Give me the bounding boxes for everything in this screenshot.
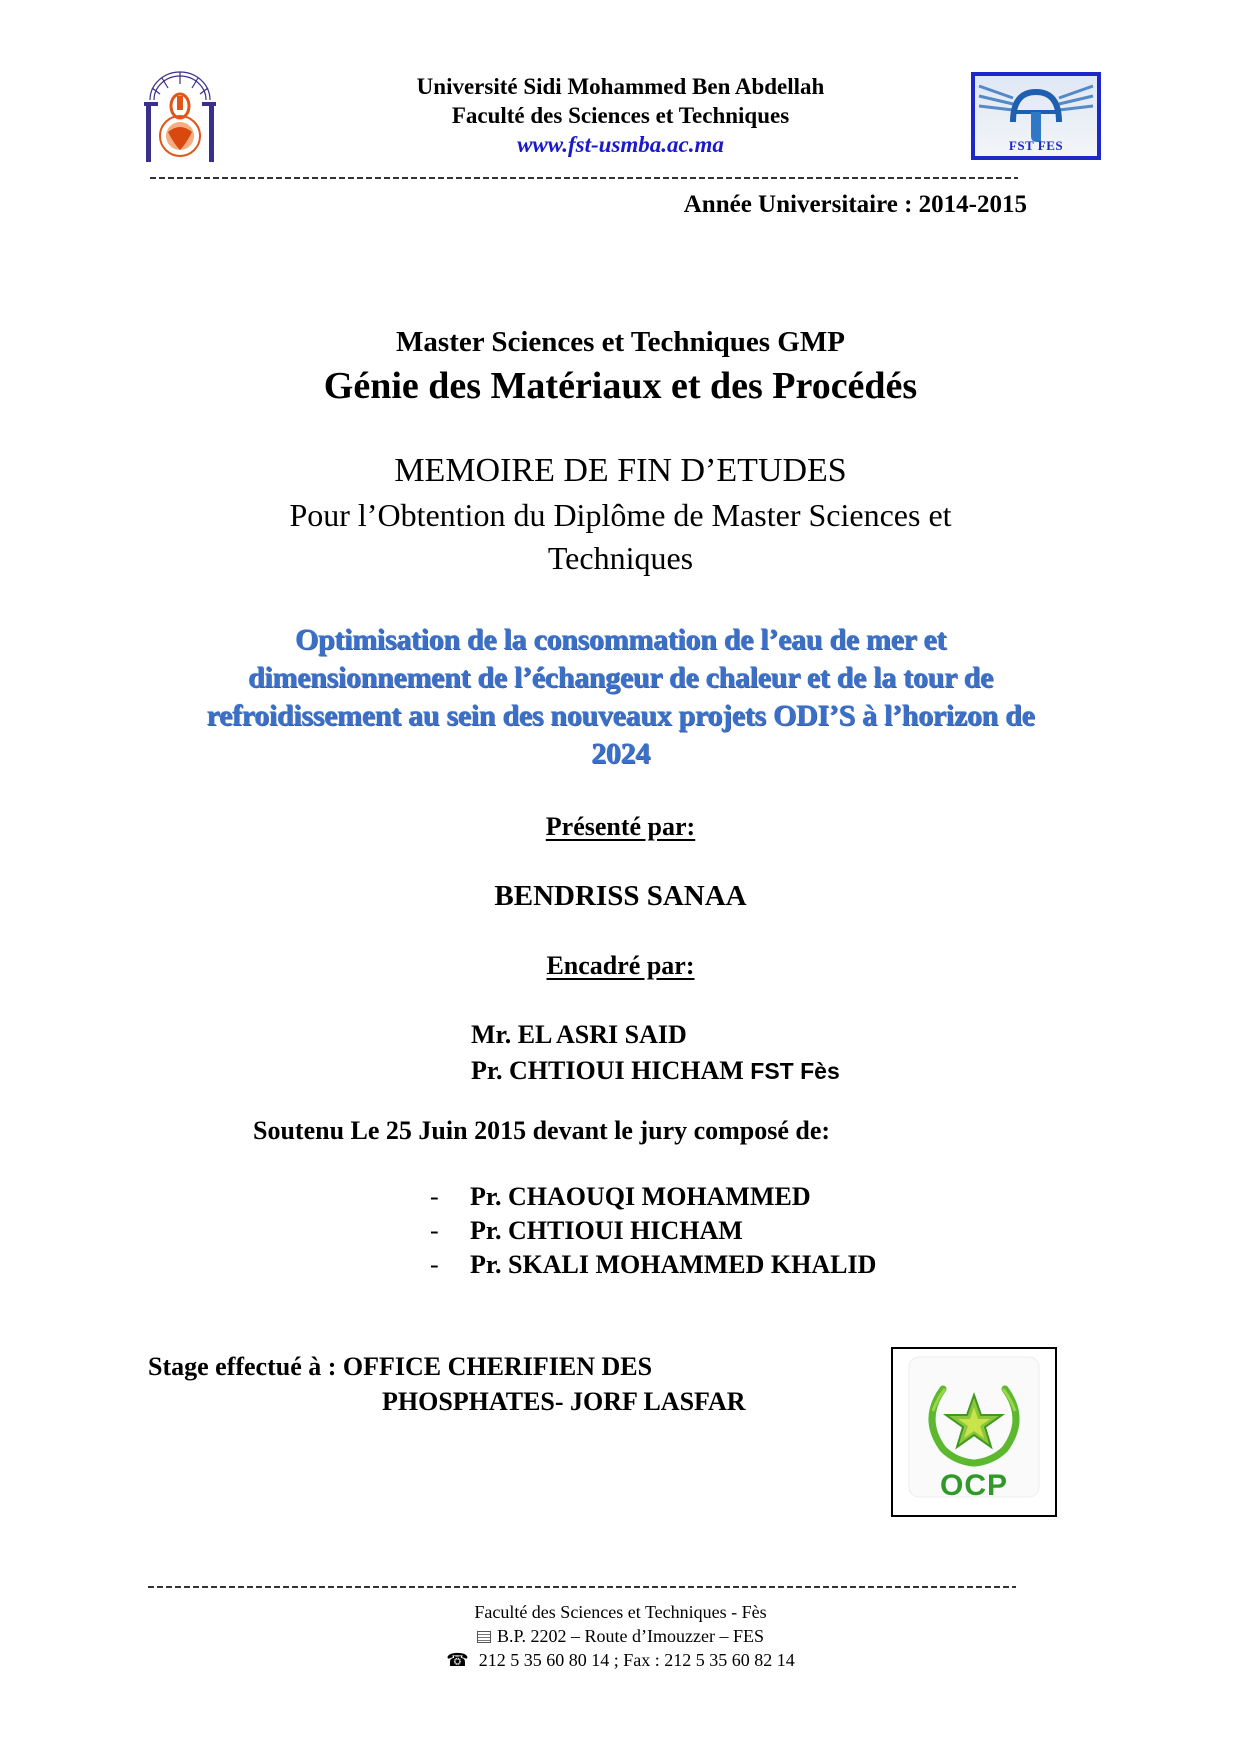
- jury-member-name: Pr. CHTIOUI HICHAM: [470, 1216, 743, 1245]
- telephone-icon: ☎: [446, 1650, 469, 1670]
- academic-year: Année Universitaire : 2014-2015: [683, 191, 1027, 218]
- ocp-logo-text: OCP: [939, 1469, 1008, 1502]
- university-name: Université Sidi Mohammed Ben Abdellah: [416, 74, 825, 99]
- student-name: BENDRISS SANAA: [494, 880, 747, 912]
- document-type-title: MEMOIRE DE FIN D’ETUDES: [394, 452, 847, 489]
- thesis-title-line: 2024: [591, 737, 650, 770]
- supervisor-item: [471, 1053, 840, 1089]
- jury-list: [430, 1180, 876, 1282]
- footer-institution: Faculté des Sciences et Techniques - Fès: [474, 1602, 767, 1622]
- thesis-title: [0, 621, 1241, 773]
- fst-fes-logo: [971, 72, 1101, 160]
- ocp-logo: [891, 1347, 1057, 1517]
- jury-member: [430, 1180, 876, 1214]
- jury-member-name: Pr. CHAOUQI MOHAMMED: [470, 1182, 811, 1211]
- supervised-by-label: Encadré par:: [546, 951, 695, 980]
- document-type-subtitle-line1: Pour l’Obtention du Diplôme de Master Sciences et: [289, 497, 952, 533]
- thesis-title-line: refroidissement au sein des nouveaux projets ODI’S à l’horizon de: [206, 699, 1035, 732]
- supervised-by-section: [0, 951, 1241, 981]
- bullet-dash: -: [430, 1250, 439, 1279]
- thesis-title-line: Optimisation de la consommation de l’eau de mer et: [294, 623, 947, 656]
- internship-line1: Stage effectué à : OFFICE CHERIFIEN DES: [148, 1352, 653, 1381]
- master-program: Master Sciences et Techniques GMP: [396, 326, 845, 358]
- defense-statement: Soutenu Le 25 Juin 2015 devant le jury composé de:: [253, 1116, 831, 1145]
- internship-line2: PHOSPHATES- JORF LASFAR: [382, 1387, 746, 1416]
- jury-member: [430, 1248, 876, 1282]
- supervisor-list: [471, 1017, 840, 1089]
- program-specialty: Génie des Matériaux et des Procédés: [323, 365, 918, 407]
- footer-address: [0, 1624, 1241, 1648]
- supervisor-name: Pr. CHTIOUI HICHAM: [471, 1056, 744, 1085]
- supervisor-affiliation: FST Fès: [750, 1058, 840, 1084]
- presented-by-section: [0, 812, 1241, 842]
- supervisor-item: [471, 1017, 840, 1053]
- supervisor-name: Mr. EL ASRI SAID: [471, 1020, 687, 1049]
- footer-address-text: B.P. 2202 – Route d’Imouzzer – FES: [497, 1626, 764, 1646]
- footer-phone-fax-text: 212 5 35 60 80 14 ; Fax : 212 5 35 60 82 14: [478, 1650, 795, 1670]
- thesis-title-line: dimensionnement de l’échangeur de chaleur et de la tour de: [247, 661, 994, 694]
- footer-divider: [148, 1586, 1016, 1588]
- footer-phone-fax: [0, 1648, 1241, 1672]
- bullet-dash: -: [430, 1182, 439, 1211]
- bullet-dash: -: [430, 1216, 439, 1245]
- presented-by-label: Présenté par:: [545, 812, 696, 841]
- fst-fes-logo-label: FST FES: [1008, 138, 1064, 153]
- header-divider: [150, 177, 1018, 179]
- jury-member: [430, 1214, 876, 1248]
- jury-member-name: Pr. SKALI MOHAMMED KHALID: [470, 1250, 877, 1279]
- mailbox-icon: [477, 1631, 491, 1643]
- faculty-website-link[interactable]: www.fst-usmba.ac.ma: [517, 132, 724, 157]
- faculty-name: Faculté des Sciences et Techniques: [451, 103, 790, 128]
- document-type-subtitle-line2: Techniques: [547, 540, 694, 576]
